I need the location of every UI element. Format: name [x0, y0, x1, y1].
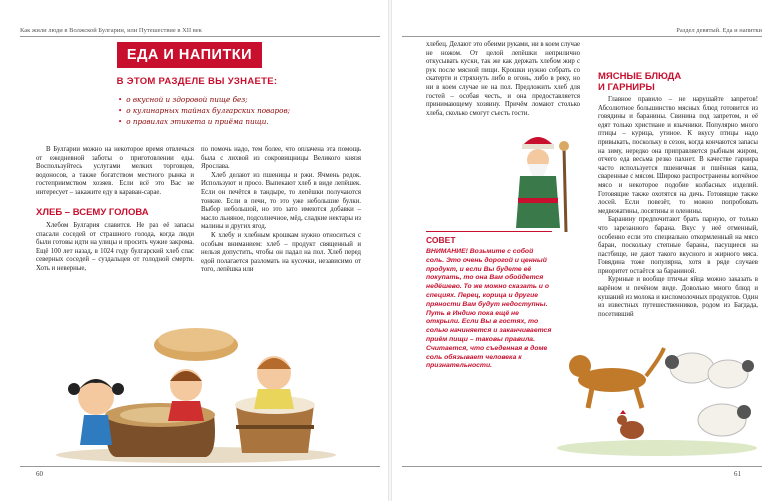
running-head-right: Раздел девятый. Еда и напитки	[402, 27, 762, 37]
page-number-right: 61	[734, 470, 741, 478]
meat-paragraph-3: Куриные и вообще птичьи яйца можно заказать в варёном и печёном виде. Довольно много блюд и кушаний из молока и кисломолочных продуктов. Один из известных путешественников, родом из Багдада, посетивший	[598, 276, 758, 318]
learn-item: • о кулинарных тайнах булгарских поваров;	[118, 105, 290, 116]
bread-continued-paragraph: хлебец. Делают это обеими руками, ни в коем случае не ножом. От целой лепёшки неприлично откусывать куски, так же как держать хлебом жир с рук после мясной пищи. Крошки нужно собрать со скатерти и стряхнуть либо в огонь, либо в реку, но ни в коем случае не на пол. Предложить хлеб для гостей – особая честь, и она предоставляется принимающему хозяину. Причём ломают столько хлеба, сколько смогут съесть гости.	[426, 41, 580, 117]
section-heading-bread: ХЛЕБ – ВСЕМУ ГОЛОВА	[36, 207, 149, 218]
bread-etiquette-paragraph: К хлебу и хлебным крошкам нужно относиться с особым вниманием: хлеб – продукт священный и нельзя допустить, чтобы он падал на пол. Хлеб перед едой полагается разломать на кусочки, независимо от того, лепёшка или	[201, 231, 361, 274]
learn-heading: В ЭТОМ РАЗДЕЛЕ ВЫ УЗНАЕТЕ:	[116, 76, 278, 87]
chapter-title: ЕДА И НАПИТКИ	[117, 42, 262, 68]
right-column-2	[598, 96, 758, 319]
learn-item: • о правилах этикета и приёма пищи.	[118, 116, 290, 127]
meat-paragraph-1: Главное правило – не нарушайте запретов! Абсолютное большинство мясных блюд готовится из говядины и баранины. Свинина под запретом, и её едят только христиане и язычники. Популярно много птицы – курица, утиное. К вкусу птицы надо привыкать, поскольку в сезон, когда кончаются запасы на зиму, нередко она приправляется рыбным жиром, отчего еда весьма резко пахнет. В качестве гарнира часто используется пшеничная и пшённая каша, сваренные с мясом. Широко распространены копчёное мясо и некоторое подобие колбасных изделий. Готовящие также охотятся на дичь. Готовящие также лосей. Если повезёт, то можно попробовать медвежатины, лосятины и оленины.	[598, 96, 758, 215]
section-heading-meat	[598, 71, 681, 93]
meat-paragraph-2: Баранину предпочитают брать парную, от только что зарезанного барана. Вкус у неё отменный, особенно если это специально откормленный на мясо баран, поскольку степные бараны, пасущиеся на пастбище, не дают такого вкусного и жирного мяса. Говядина тоже популярна, хотя в ряде случаев приоритет остаётся за бараниной.	[598, 216, 758, 275]
sovet-title: СОВЕТ	[426, 231, 552, 245]
learn-list	[118, 94, 290, 127]
left-column-1	[36, 146, 194, 198]
page-number-left: 60	[36, 470, 43, 478]
right-page	[392, 0, 780, 501]
bread-paragraph: Хлебом Булгария славится. Не раз её запасы спасали соседей от страшного голода, когда люди были готовы идти на улицы и просить чужие закрома. Ещё 100 лет назад, в 1024 году булгарский хлеб спас северных соседей – суздальцев от голодной смерти. Хоть и неверные,	[36, 222, 194, 272]
learn-item: • о вкусной и здоровой пище без;	[118, 94, 290, 105]
help-paragraph: по помочь надо, тем более, что оплачена эта помощь была с лихвой из сокровищницы Великого князя Ярослава.	[201, 146, 361, 171]
section-heading-meat-line2: И ГАРНИРЫ	[598, 82, 655, 93]
section-heading-meat-line1: МЯСНЫЕ БЛЮДА	[598, 71, 682, 82]
right-column-1	[426, 41, 580, 118]
animals-illustration	[552, 308, 762, 458]
running-head-left: Как жили люди в Волжской Булгарии, или Путешествие в XII век	[20, 27, 380, 37]
bread-types-paragraph: Хлеб делают из пшеницы и ржи. Ячмень редок. Используют и просо. Выпекают хлеб в виде лепёшек. Если он печётся в тандыре, то лепёшки получаются тонкие. Если в печи, то это уже небольшие булки. Выбор небольшой, но это зато имеются добавки – масло льняное, подсолнечное, мёд, сладкие нектары из малины и других ягод.	[201, 171, 361, 231]
children-baking-illustration	[46, 285, 346, 463]
left-column-right	[201, 146, 361, 275]
old-man-illustration	[494, 128, 582, 238]
intro-paragraph: В Булгарии можно на некоторое время отвлечься от ежедневной заботы о приготовлении еды. Воспользуйтесь услугами мелких торговцев, водоносов, а также богатством местного рынка и гостеприимством хозяев. Если всё это Вас не интересует – закажите еду в караван-сарае.	[36, 146, 194, 196]
sovet-text: ВНИМАНИЕ! Возьмите с собой соль. Это очень дорогой и ценный продукт, и если Вы будете её покупать, то она Вам обойдется недёшево. То же можно сказать и о специях. Перец, корица и другие пряности Вам будут недоступны. Путь в Индию пока ещё не открыли. Если Вы в гостях, то солью начиняется и заканчивается приём пищи – таковы правила. Считается, что съеденная в доме соль обязывает человека к признательности.	[426, 248, 552, 370]
sovet-box	[426, 231, 552, 453]
left-column-2	[36, 222, 194, 274]
left-page	[0, 0, 388, 501]
